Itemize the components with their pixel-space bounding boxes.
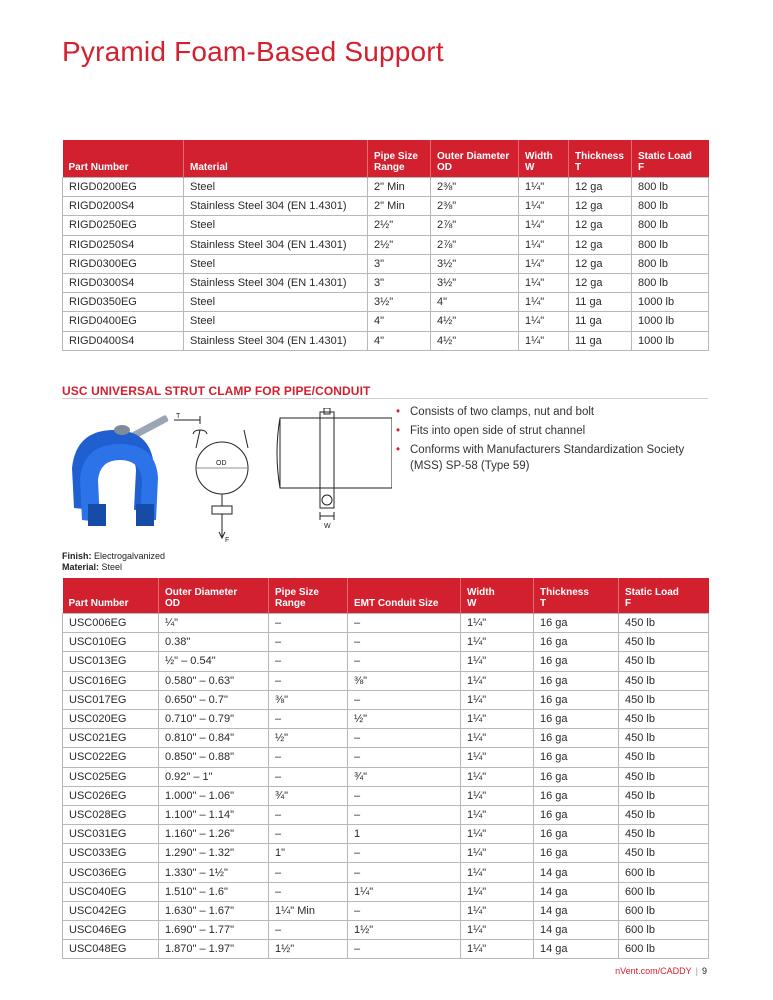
table-cell: 1¼"	[461, 748, 534, 767]
table-cell: 1¼"	[461, 921, 534, 940]
table-cell: 2⅜"	[431, 197, 519, 216]
table-row	[63, 805, 709, 824]
table-cell: 16 ga	[534, 633, 619, 652]
table-cell: 450 lb	[619, 786, 709, 805]
column-header-line1: Thickness	[575, 151, 624, 162]
column-header-line1: Static Load	[638, 151, 692, 162]
table-cell: 1¼"	[519, 273, 569, 292]
table-cell: ¼"	[159, 614, 269, 633]
column-header-line2: Part Number	[68, 598, 129, 609]
table-cell: RIGD0200S4	[63, 197, 184, 216]
table-cell: RIGD0250S4	[63, 235, 184, 254]
table-cell: Steel	[184, 254, 368, 273]
table-cell: 16 ga	[534, 748, 619, 767]
table-cell: Stainless Steel 304 (EN 1.4301)	[184, 235, 368, 254]
table-cell: ½" – 0.54"	[159, 652, 269, 671]
table-cell: 600 lb	[619, 921, 709, 940]
table-cell: 1¼"	[461, 633, 534, 652]
table-cell: 3"	[368, 273, 431, 292]
table-cell: –	[348, 748, 461, 767]
table-cell: 600 lb	[619, 901, 709, 920]
table-cell: ⅜"	[269, 690, 348, 709]
table-cell: 4"	[431, 293, 519, 312]
table-row	[63, 786, 709, 805]
table-cell: 11 ga	[569, 331, 632, 350]
finish-material-info	[62, 551, 165, 573]
table-cell: 14 ga	[534, 882, 619, 901]
table-cell: 1½"	[348, 921, 461, 940]
column-header	[348, 578, 461, 614]
table-cell: –	[269, 825, 348, 844]
table-cell: 2" Min	[368, 178, 431, 197]
table-cell: 450 lb	[619, 652, 709, 671]
page-number: 9	[701, 966, 707, 976]
table-cell: 1¼"	[519, 254, 569, 273]
table-cell: –	[348, 633, 461, 652]
table-cell: 4½"	[431, 331, 519, 350]
rigd-spec-table	[62, 140, 709, 351]
table-cell: –	[269, 652, 348, 671]
table-cell: RIGD0300EG	[63, 254, 184, 273]
table-cell: 16 ga	[534, 709, 619, 728]
table-cell: 450 lb	[619, 690, 709, 709]
column-header	[569, 140, 632, 178]
table-cell: ¾"	[348, 767, 461, 786]
table-cell: –	[269, 709, 348, 728]
table-cell: 450 lb	[619, 767, 709, 786]
footer-separator: |	[695, 966, 698, 976]
table-cell: 1¼"	[519, 235, 569, 254]
table-cell: 16 ga	[534, 614, 619, 633]
feature-item: • Conforms with Manufacturers Standardization Society (MSS) SP-58 (Type 59)	[396, 442, 696, 474]
table-cell: 1.160" – 1.26"	[159, 825, 269, 844]
table-cell: 1¼"	[461, 825, 534, 844]
table-cell: 16 ga	[534, 786, 619, 805]
table-cell: 12 ga	[569, 273, 632, 292]
column-header-line2: F	[638, 162, 645, 173]
table-cell: USC013EG	[63, 652, 159, 671]
table-cell: 2½"	[368, 216, 431, 235]
table-cell: 450 lb	[619, 709, 709, 728]
table-cell: 1000 lb	[632, 312, 709, 331]
table-cell: 800 lb	[632, 273, 709, 292]
table-cell: 1"	[269, 844, 348, 863]
table-cell: 0.810" – 0.84"	[159, 729, 269, 748]
table-row	[63, 254, 709, 273]
column-header-line2: W	[525, 162, 535, 173]
column-header	[63, 578, 159, 614]
table-cell: 1¼"	[348, 882, 461, 901]
table-cell: –	[269, 767, 348, 786]
table-cell: 0.92" – 1"	[159, 767, 269, 786]
usc-clamp-photo	[72, 415, 169, 526]
table-cell: 1¼"	[461, 844, 534, 863]
table-cell: 450 lb	[619, 729, 709, 748]
section-title: USC UNIVERSAL STRUT CLAMP FOR PIPE/CONDUIT	[62, 384, 371, 398]
table-cell: 2⅞"	[431, 216, 519, 235]
table-cell: 1.100" – 1.14"	[159, 805, 269, 824]
table-cell: 450 lb	[619, 825, 709, 844]
table-cell: 800 lb	[632, 235, 709, 254]
table-cell: 1¼"	[461, 729, 534, 748]
table-cell: 450 lb	[619, 844, 709, 863]
table-cell: –	[348, 863, 461, 882]
material-value: Steel	[101, 562, 123, 572]
table-cell: –	[348, 652, 461, 671]
table-cell: USC040EG	[63, 882, 159, 901]
column-header-line2: Range	[374, 162, 405, 173]
table-cell: 1.630" – 1.67"	[159, 901, 269, 920]
diagram-label-w: W	[324, 523, 331, 530]
table-cell: 1.330" – 1½"	[159, 863, 269, 882]
table-cell: 12 ga	[569, 235, 632, 254]
table-row	[63, 235, 709, 254]
table-cell: 1.290" – 1.32"	[159, 844, 269, 863]
table-cell: RIGD0300S4	[63, 273, 184, 292]
table-cell: 1¼"	[519, 197, 569, 216]
table-row	[63, 331, 709, 350]
table-cell: USC033EG	[63, 844, 159, 863]
finish-value: Electrogalvanized	[94, 551, 166, 561]
table-cell: 1.690" – 1.77"	[159, 921, 269, 940]
table-cell: –	[269, 882, 348, 901]
column-header	[461, 578, 534, 614]
column-header-line2: F	[625, 598, 632, 609]
table-cell: –	[348, 844, 461, 863]
column-header-line1: Outer Diameter	[165, 587, 238, 598]
diagram-label-f: F	[225, 537, 230, 544]
table-cell: USC042EG	[63, 901, 159, 920]
table-cell: 1¼" Min	[269, 901, 348, 920]
table-cell: Stainless Steel 304 (EN 1.4301)	[184, 197, 368, 216]
column-header	[431, 140, 519, 178]
column-header-line2: OD	[165, 598, 180, 609]
table-cell: RIGD0400S4	[63, 331, 184, 350]
column-header	[519, 140, 569, 178]
table-cell: 450 lb	[619, 748, 709, 767]
column-header-line2: EMT Conduit Size	[354, 598, 439, 609]
table-cell: 1.870" – 1.97"	[159, 940, 269, 959]
column-header-line1: Thickness	[540, 587, 589, 598]
table-cell: 800 lb	[632, 254, 709, 273]
column-header-line2: W	[467, 598, 477, 609]
table-cell: USC010EG	[63, 633, 159, 652]
table-cell: –	[348, 729, 461, 748]
column-header-line2: Part Number	[68, 162, 129, 173]
table-cell: 2⅞"	[431, 235, 519, 254]
table-cell: 1¼"	[461, 901, 534, 920]
table-cell: RIGD0350EG	[63, 293, 184, 312]
material-label: Material:	[62, 562, 100, 572]
table-cell: 600 lb	[619, 863, 709, 882]
table-cell: 12 ga	[569, 216, 632, 235]
table-cell: USC022EG	[63, 748, 159, 767]
table-cell: USC046EG	[63, 921, 159, 940]
column-header-line1: Static Load	[625, 587, 679, 598]
table-cell: 4"	[368, 312, 431, 331]
table-cell: 0.580" – 0.63"	[159, 671, 269, 690]
table-cell: –	[269, 671, 348, 690]
column-header	[159, 578, 269, 614]
table-cell: 16 ga	[534, 767, 619, 786]
table-header-row	[63, 140, 709, 178]
table-cell: ⅜"	[348, 671, 461, 690]
table-cell: 16 ga	[534, 825, 619, 844]
table-cell: Stainless Steel 304 (EN 1.4301)	[184, 273, 368, 292]
table-cell: USC025EG	[63, 767, 159, 786]
table-cell: 2" Min	[368, 197, 431, 216]
usc-spec-table	[62, 578, 709, 959]
table-row	[63, 863, 709, 882]
table-cell: Steel	[184, 216, 368, 235]
table-cell: USC036EG	[63, 863, 159, 882]
column-header-line2: Range	[275, 598, 306, 609]
table-cell: 600 lb	[619, 882, 709, 901]
table-cell: 1¼"	[461, 709, 534, 728]
table-cell: 16 ga	[534, 690, 619, 709]
table-row	[63, 652, 709, 671]
column-header	[184, 140, 368, 178]
table-cell: 2⅜"	[431, 178, 519, 197]
table-cell: –	[269, 748, 348, 767]
column-header-line1: Pipe Size	[374, 151, 418, 162]
table-cell: Steel	[184, 312, 368, 331]
table-cell: 1.510" – 1.6"	[159, 882, 269, 901]
table-row	[63, 901, 709, 920]
page-title: Pyramid Foam-Based Support	[62, 36, 444, 67]
table-cell: –	[348, 805, 461, 824]
table-row	[63, 729, 709, 748]
table-cell: 4"	[368, 331, 431, 350]
table-cell: –	[269, 633, 348, 652]
diagram-label-t: T	[176, 413, 181, 420]
table-cell: 12 ga	[569, 254, 632, 273]
table-cell: 1¼"	[461, 767, 534, 786]
table-row	[63, 273, 709, 292]
table-cell: 0.850" – 0.88"	[159, 748, 269, 767]
table-cell: 0.650" – 0.7"	[159, 690, 269, 709]
table-cell: 450 lb	[619, 805, 709, 824]
table-cell: 11 ga	[569, 312, 632, 331]
column-header-line1: Width	[525, 151, 553, 162]
table-cell: 11 ga	[569, 293, 632, 312]
table-cell: RIGD0200EG	[63, 178, 184, 197]
table-cell: Stainless Steel 304 (EN 1.4301)	[184, 331, 368, 350]
column-header-line2: OD	[437, 162, 452, 173]
table-cell: 14 ga	[534, 863, 619, 882]
table-cell: 1¼"	[519, 216, 569, 235]
table-cell: 1¼"	[519, 312, 569, 331]
column-header	[534, 578, 619, 614]
table-cell: –	[269, 863, 348, 882]
table-cell: 16 ga	[534, 729, 619, 748]
table-cell: 3"	[368, 254, 431, 273]
table-cell: USC020EG	[63, 709, 159, 728]
feature-list	[396, 404, 696, 477]
column-header	[63, 140, 184, 178]
table-cell: 14 ga	[534, 921, 619, 940]
table-row	[63, 671, 709, 690]
table-cell: –	[348, 614, 461, 633]
table-cell: USC021EG	[63, 729, 159, 748]
table-cell: 1¼"	[461, 652, 534, 671]
table-cell: 1¼"	[519, 293, 569, 312]
table-cell: 3½"	[431, 273, 519, 292]
table-cell: 800 lb	[632, 197, 709, 216]
feature-item: • Consists of two clamps, nut and bolt	[396, 404, 696, 420]
table-cell: 3½"	[368, 293, 431, 312]
table-cell: 0.38"	[159, 633, 269, 652]
table-cell: USC017EG	[63, 690, 159, 709]
table-row	[63, 197, 709, 216]
table-row	[63, 882, 709, 901]
table-cell: –	[269, 805, 348, 824]
table-cell: 1¼"	[519, 331, 569, 350]
column-header-line2: T	[540, 598, 547, 609]
table-cell: 1¼"	[519, 178, 569, 197]
table-cell: 1½"	[269, 940, 348, 959]
table-cell: 16 ga	[534, 671, 619, 690]
table-cell: USC016EG	[63, 671, 159, 690]
table-cell: –	[348, 690, 461, 709]
table-header-row	[63, 578, 709, 614]
side-view-diagram	[277, 408, 392, 520]
table-row	[63, 825, 709, 844]
table-cell: 1¼"	[461, 690, 534, 709]
column-header-line1: Pipe Size	[275, 587, 319, 598]
table-cell: 4½"	[431, 312, 519, 331]
table-row	[63, 709, 709, 728]
table-cell: USC048EG	[63, 940, 159, 959]
table-cell: 1¼"	[461, 671, 534, 690]
usc-clamp-figures	[62, 408, 392, 548]
table-cell: ½"	[269, 729, 348, 748]
table-cell: –	[269, 921, 348, 940]
table-row	[63, 312, 709, 331]
table-row	[63, 293, 709, 312]
column-header-line2: T	[575, 162, 582, 173]
table-row	[63, 690, 709, 709]
table-cell: 1.000" – 1.06"	[159, 786, 269, 805]
table-cell: 1000 lb	[632, 331, 709, 350]
column-header	[632, 140, 709, 178]
table-cell: Steel	[184, 293, 368, 312]
table-cell: 1¼"	[461, 882, 534, 901]
section-divider	[62, 398, 708, 399]
column-header	[619, 578, 709, 614]
column-header	[368, 140, 431, 178]
table-cell: 1¼"	[461, 786, 534, 805]
diagram-label-od: OD	[216, 460, 227, 467]
table-cell: –	[348, 901, 461, 920]
table-cell: RIGD0400EG	[63, 312, 184, 331]
table-cell: 1	[348, 825, 461, 844]
table-cell: –	[348, 940, 461, 959]
feature-item: • Fits into open side of strut channel	[396, 423, 696, 439]
table-cell: USC031EG	[63, 825, 159, 844]
column-header-line2: Material	[190, 162, 228, 173]
table-cell: 1000 lb	[632, 293, 709, 312]
front-view-diagram	[174, 416, 248, 538]
table-cell: 3½"	[431, 254, 519, 273]
table-cell: 16 ga	[534, 844, 619, 863]
table-cell: 12 ga	[569, 197, 632, 216]
table-cell: 450 lb	[619, 614, 709, 633]
table-cell: USC006EG	[63, 614, 159, 633]
table-cell: 16 ga	[534, 652, 619, 671]
table-cell: 0.710" – 0.79"	[159, 709, 269, 728]
table-row	[63, 940, 709, 959]
table-cell: 800 lb	[632, 216, 709, 235]
table-cell: 12 ga	[569, 178, 632, 197]
table-row	[63, 633, 709, 652]
table-cell: Steel	[184, 178, 368, 197]
finish-label: Finish:	[62, 551, 92, 561]
column-header-line1: Width	[467, 587, 495, 598]
column-header-line1: Outer Diameter	[437, 151, 510, 162]
table-cell: 14 ga	[534, 940, 619, 959]
table-row	[63, 614, 709, 633]
table-row	[63, 216, 709, 235]
table-cell: 16 ga	[534, 805, 619, 824]
table-cell: 1¼"	[461, 863, 534, 882]
table-cell: –	[348, 786, 461, 805]
table-cell: 14 ga	[534, 901, 619, 920]
table-cell: 450 lb	[619, 633, 709, 652]
table-cell: 1¼"	[461, 614, 534, 633]
footer-url[interactable]: nVent.com/CADDY	[615, 966, 692, 976]
table-cell: 600 lb	[619, 940, 709, 959]
table-row	[63, 748, 709, 767]
table-cell: USC028EG	[63, 805, 159, 824]
table-row	[63, 767, 709, 786]
table-cell: 1¼"	[461, 940, 534, 959]
table-cell: ¾"	[269, 786, 348, 805]
table-cell: 450 lb	[619, 671, 709, 690]
table-cell: RIGD0250EG	[63, 216, 184, 235]
table-cell: 800 lb	[632, 178, 709, 197]
table-cell: –	[269, 614, 348, 633]
table-row	[63, 178, 709, 197]
table-cell: USC026EG	[63, 786, 159, 805]
table-row	[63, 921, 709, 940]
table-cell: 2½"	[368, 235, 431, 254]
page-footer	[615, 966, 707, 976]
table-row	[63, 844, 709, 863]
column-header	[269, 578, 348, 614]
table-cell: ½"	[348, 709, 461, 728]
table-cell: 1¼"	[461, 805, 534, 824]
